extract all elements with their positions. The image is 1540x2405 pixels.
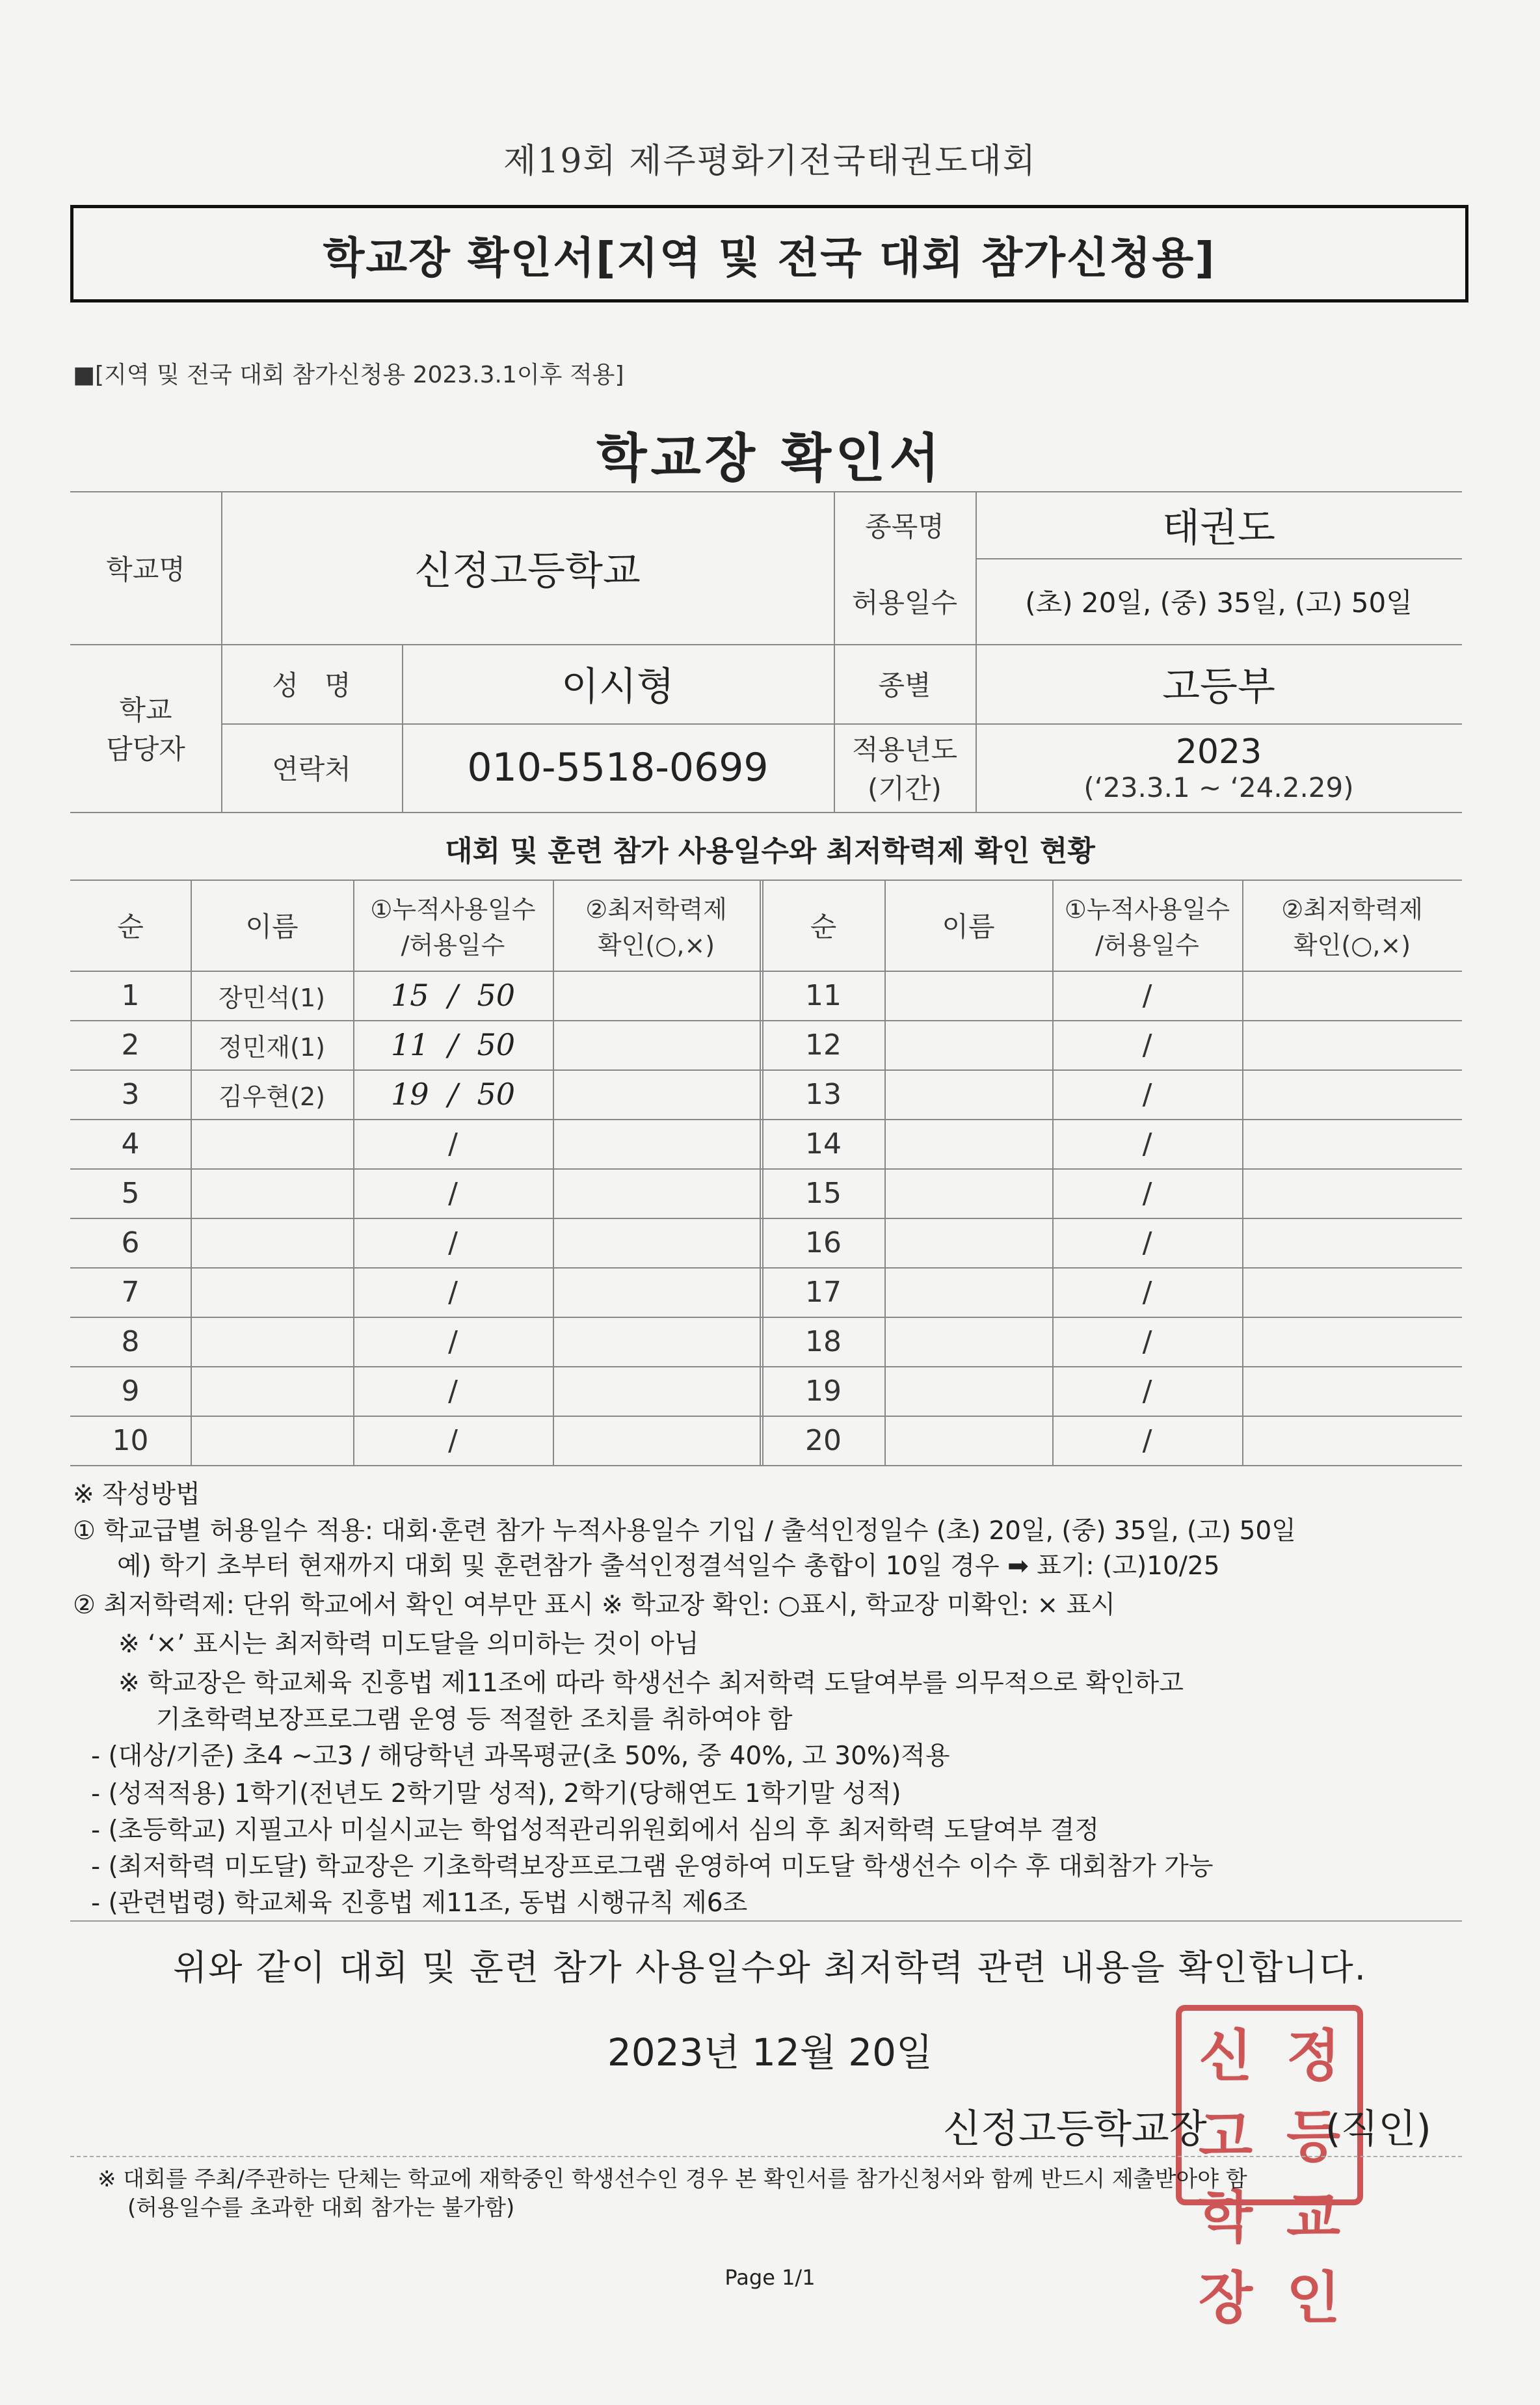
cell-days-right: / [1142, 1176, 1152, 1210]
note-line: 기초학력보장프로그램 운영 등 적절한 조치를 취하여야 함 [156, 1705, 793, 1734]
main-title: 학교장 확인서 [596, 428, 944, 489]
cell-check-right [1242, 1218, 1462, 1267]
header-check-line-1: ②최저학력제 [585, 895, 727, 924]
school-label: 학교명 [106, 553, 185, 585]
cell-days-left: 15 / 50 [390, 978, 516, 1013]
header-name-left: 이름 [245, 911, 299, 943]
allowed-days-label: 허용일수 [851, 587, 958, 619]
cell-check-left [553, 1218, 760, 1267]
cell-name-right [884, 1218, 1052, 1267]
staff-label-line-1: 학교 [119, 694, 172, 726]
header-days-line-2: /허용일수 [401, 931, 505, 960]
cell-check-right [1242, 1069, 1462, 1119]
cell-no-right: 19 [805, 1374, 842, 1408]
form-title: 학교장 확인서[지역 및 전국 대회 참가신청용] [70, 205, 1468, 302]
cell-check-left [553, 1069, 760, 1119]
allowed-days-value: (초) 20일, (중) 35일, (고) 50일 [1025, 587, 1413, 619]
cell-check-left [553, 1119, 760, 1168]
note-line: ※ 학교장은 학교체육 진흥법 제11조에 따라 학생선수 최저학력 도달여부를 의무적으로 확인하고 [118, 1669, 1184, 1698]
note-line: 예) 학기 초부터 현재까지 대회 및 훈련참가 출석인정결석일수 총합이 10일 경우 ➡ 표기: (고)10/25 [117, 1552, 1220, 1581]
contact-value: 010-5518-0699 [467, 745, 769, 790]
cell-check-left [553, 1416, 760, 1465]
cell-no-left: 8 [121, 1324, 140, 1358]
header-check-left [553, 880, 760, 971]
header-check-line-2: 확인(○,×) [597, 931, 715, 960]
cell-no-right: 16 [805, 1226, 842, 1259]
staff-label [70, 644, 221, 812]
cell-check-right [1242, 1267, 1462, 1317]
cell-name-left [191, 1168, 353, 1218]
note-line: - (관련법령) 학교체육 진흥법 제11조, 동법 시행규칙 제6조 [91, 1888, 748, 1918]
table-title: 대회 및 훈련 참가 사용일수와 최저학력제 확인 현황 [445, 835, 1095, 868]
event-value: 태권도 [1162, 505, 1275, 551]
note-line: ① 학교급별 허용일수 적용: 대회·훈련 참가 누적사용일수 기입 / 출석인정일수 (초) 20일, (중) 35일, (고) 50일 [73, 1516, 1296, 1546]
school-value: 신정고등학교 [414, 548, 641, 594]
cell-name-right [884, 1069, 1052, 1119]
header-check-line-1: ②최저학력제 [1281, 895, 1423, 924]
cell-check-left [553, 1317, 760, 1366]
footer-note-2: (허용일수를 초과한 대회 참가는 불가함) [127, 2195, 515, 2221]
event-title: 제19회 제주평화기전국태권도대회 [503, 142, 1037, 181]
contact-label: 연락처 [272, 753, 351, 785]
footer-note: ※ 대회를 주최/주관하는 단체는 학교에 재학중인 학생선수인 경우 본 확인서를 참가신청서와 함께 반드시 제출받아야 함 [98, 2166, 1247, 2192]
cell-days-right: / [1142, 1077, 1152, 1111]
header-no-right: 순 [810, 911, 837, 943]
cell-no-right: 15 [805, 1176, 842, 1210]
cell-no-left: 10 [112, 1423, 149, 1457]
cell-check-right [1242, 1020, 1462, 1069]
category-value: 고등부 [1162, 664, 1275, 710]
cell-check-right [1242, 1168, 1462, 1218]
cell-days-left: / [448, 1374, 458, 1408]
cell-days-right: / [1142, 978, 1152, 1012]
cell-check-right [1242, 1317, 1462, 1366]
cell-days-right: / [1142, 1226, 1152, 1259]
cell-days-right: / [1142, 1275, 1152, 1309]
cell-name-left: 정민재(1) [219, 1032, 325, 1062]
cell-no-left: 6 [121, 1226, 140, 1259]
cell-check-right [1242, 1119, 1462, 1168]
cell-no-left: 5 [121, 1176, 140, 1210]
header-check-right [1242, 880, 1462, 971]
note-line: ※ ‘×’ 표시는 최저학력 미도달을 의미하는 것이 아님 [118, 1630, 699, 1659]
cell-days-left: / [448, 1423, 458, 1457]
event-label: 종목명 [865, 510, 944, 543]
cell-days-right: / [1142, 1423, 1152, 1457]
notes-heading: ※ 작성방법 [73, 1480, 200, 1509]
note-line: ② 최저학력제: 단위 학교에서 확인 여부만 표시 ※ 학교장 확인: ○표시, 학교장 미확인: × 표시 [73, 1591, 1115, 1620]
note-line: - (대상/기준) 초4 ~고3 / 해당학년 과목평균(초 50%, 중 40%, 고 30%)적용 [91, 1741, 950, 1771]
cell-days-right: / [1142, 1374, 1152, 1408]
cell-name-left: 김우현(2) [219, 1082, 325, 1111]
cell-name-left [191, 1218, 353, 1267]
cell-name-right [884, 971, 1052, 1020]
cell-days-right: / [1142, 1028, 1152, 1062]
cell-days-left: 11 / 50 [390, 1027, 516, 1062]
cell-days-right: / [1142, 1127, 1152, 1161]
year-label-line-1: 적용년도 [851, 734, 958, 766]
cell-no-left: 4 [121, 1127, 140, 1161]
cell-days-right: / [1142, 1324, 1152, 1358]
cell-no-right: 11 [805, 978, 842, 1012]
cell-name-right [884, 1020, 1052, 1069]
signer: 신정고등학교장 [943, 2106, 1207, 2152]
header-days-line-2: /허용일수 [1095, 931, 1199, 960]
header-days-right [1052, 880, 1242, 971]
date: 2023년 12월 20일 [607, 2030, 933, 2075]
cell-check-right [1242, 1416, 1462, 1465]
note-line: - (성적적용) 1학기(전년도 2학기말 성적), 2학기(당해연도 1학기말 성적) [91, 1779, 901, 1808]
page-number: Page 1/1 [724, 2265, 816, 2290]
cell-name-right [884, 1119, 1052, 1168]
cell-check-left [553, 971, 760, 1020]
cell-days-left: / [448, 1176, 458, 1210]
cell-name-right [884, 1317, 1052, 1366]
year-number: 2023 [1175, 732, 1262, 772]
cell-no-left: 3 [121, 1077, 140, 1111]
cell-name-left [191, 1366, 353, 1416]
year-label-line-2: (기간) [868, 773, 942, 805]
cell-no-right: 14 [805, 1127, 842, 1161]
cell-no-left: 9 [121, 1374, 140, 1408]
cell-check-right [1242, 971, 1462, 1020]
cell-no-left: 2 [121, 1028, 140, 1062]
cell-check-right [1242, 1366, 1462, 1416]
category-label: 종별 [878, 669, 931, 701]
school-seal-stamp: 신 정 고 등 학 교 장 인 [1176, 2005, 1363, 2205]
cell-days-left: / [448, 1324, 458, 1358]
note-line: - (최저학력 미도달) 학교장은 기초학력보장프로그램 운영하여 미도달 학생선수 이수 후 대회참가 가능 [91, 1852, 1214, 1881]
cell-check-left [553, 1366, 760, 1416]
year-label [834, 723, 976, 812]
cell-no-right: 13 [805, 1077, 842, 1111]
applies-note: ■[지역 및 전국 대회 참가신청용 2023.3.1이후 적용] [73, 362, 624, 388]
header-days-line-1: ①누적사용일수 [1064, 895, 1230, 924]
cell-name-left [191, 1317, 353, 1366]
staff-label-line-2: 담당자 [106, 733, 185, 765]
header-days-line-1: ①누적사용일수 [370, 895, 536, 924]
cell-name-left [191, 1416, 353, 1465]
cell-name-right [884, 1416, 1052, 1465]
header-check-line-2: 확인(○,×) [1293, 931, 1411, 960]
cell-no-right: 12 [805, 1028, 842, 1062]
cell-no-right: 20 [805, 1423, 842, 1457]
cell-name-right [884, 1267, 1052, 1317]
header-days-left [353, 880, 553, 971]
cell-no-right: 17 [805, 1275, 842, 1309]
cell-days-left: / [448, 1226, 458, 1259]
period-value: (‘23.3.1 ~ ‘24.2.29) [1083, 771, 1354, 803]
cell-check-left [553, 1020, 760, 1069]
year-value [976, 723, 1462, 812]
cell-days-left: / [448, 1275, 458, 1309]
staff-name-value: 이시형 [561, 664, 674, 710]
cell-name-left: 장민석(1) [219, 983, 325, 1012]
header-name-right: 이름 [942, 911, 995, 943]
cell-days-left: / [448, 1127, 458, 1161]
cell-name-left [191, 1267, 353, 1317]
cell-name-right [884, 1168, 1052, 1218]
cell-no-left: 7 [121, 1275, 140, 1309]
cell-name-right [884, 1366, 1052, 1416]
cell-check-left [553, 1267, 760, 1317]
header-no-left: 순 [117, 911, 144, 943]
cell-no-left: 1 [121, 978, 140, 1012]
seal-label: (직인) [1325, 2106, 1431, 2152]
cell-no-right: 18 [805, 1324, 842, 1358]
cell-days-left: 19 / 50 [390, 1077, 516, 1112]
cell-check-left [553, 1168, 760, 1218]
staff-name-label: 성 명 [272, 669, 351, 701]
confirm-text: 위와 같이 대회 및 훈련 참가 사용일수와 최저학력 관련 내용을 확인합니다. [173, 1947, 1367, 1988]
note-line: - (초등학교) 지필고사 미실시교는 학업성적관리위원회에서 심의 후 최저학력 도달여부 결정 [91, 1816, 1100, 1845]
cell-name-left [191, 1119, 353, 1168]
